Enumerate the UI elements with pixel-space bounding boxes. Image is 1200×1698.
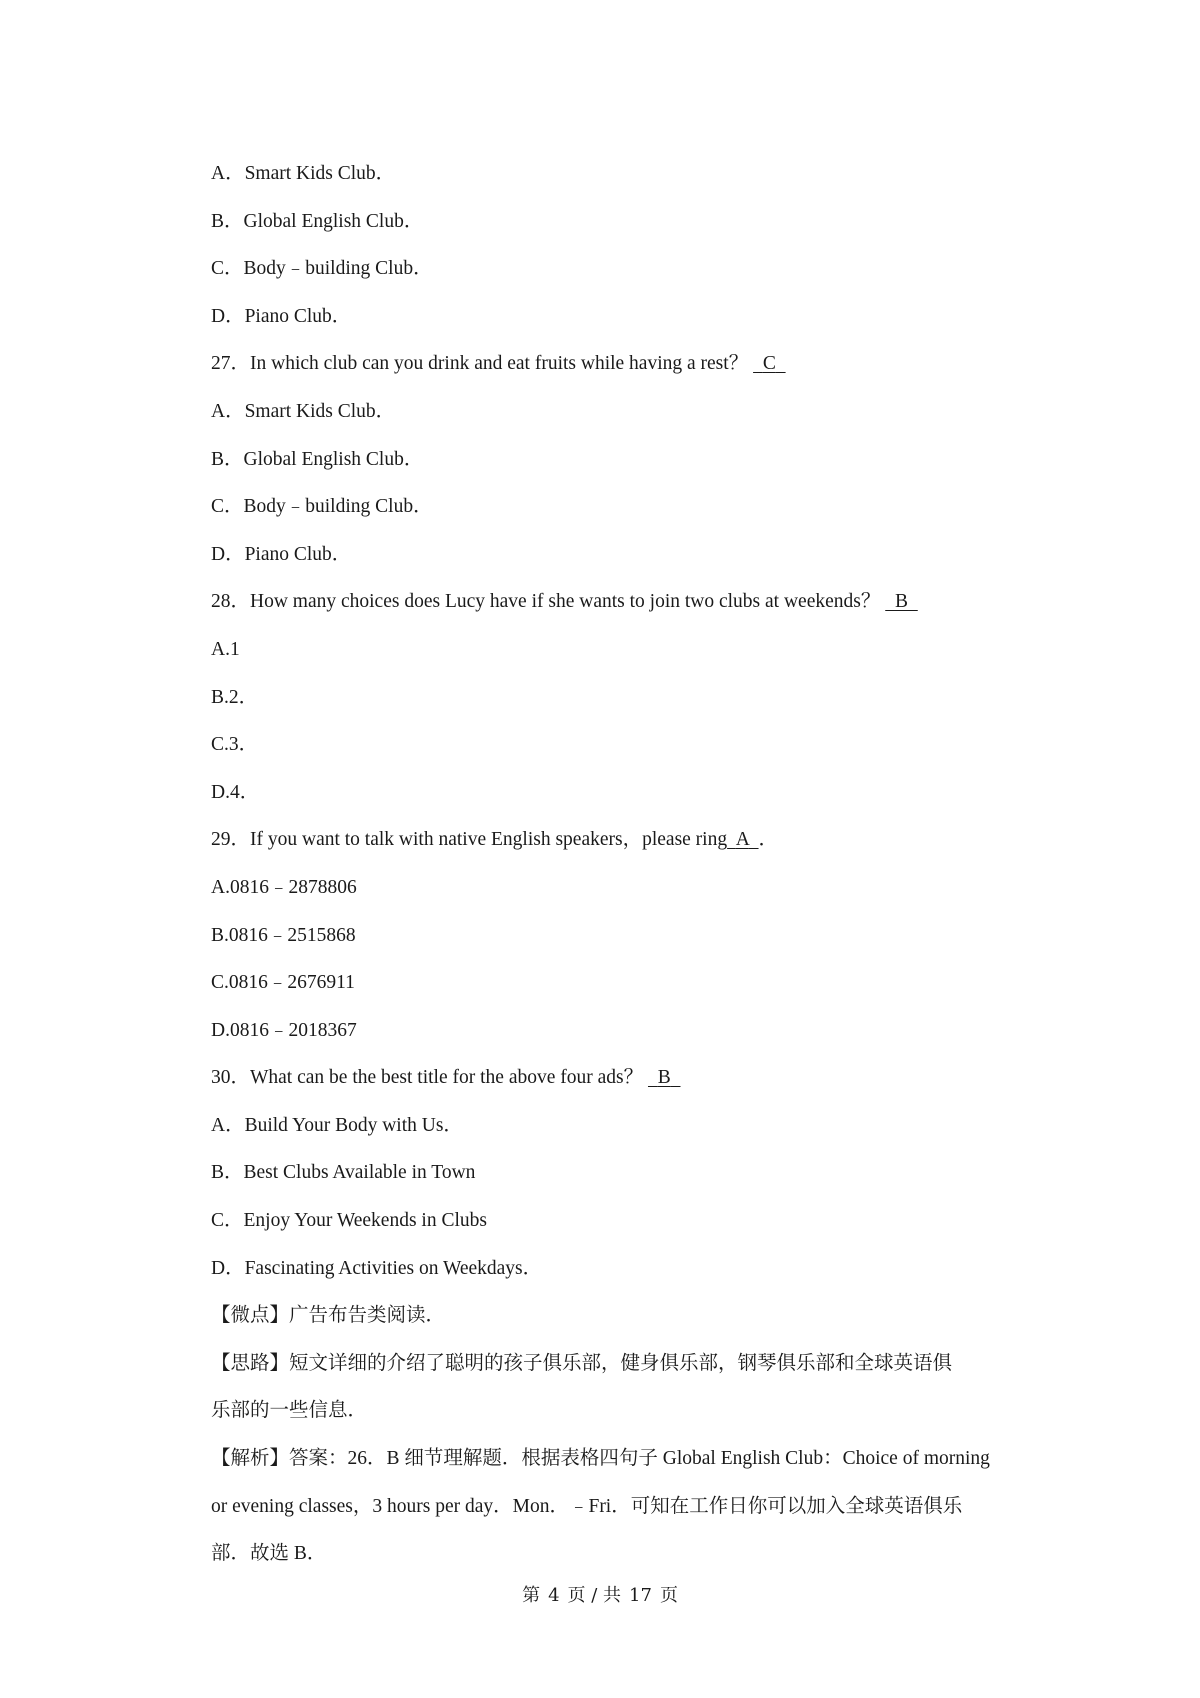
q30-answer-letter: B	[657, 1067, 671, 1089]
footer-suffix: 页	[659, 1585, 678, 1606]
footer-mid: 页 / 共	[567, 1585, 622, 1606]
q26-option-b: B．Global English Club．	[211, 210, 424, 232]
analysis-jiexi-line3: 部．故选 B．	[211, 1543, 327, 1565]
q28-option-c: C.3．	[211, 734, 259, 756]
q29-stem-line	[211, 816, 1031, 864]
q28-answer	[885, 578, 918, 626]
q27-answer	[753, 340, 786, 388]
analysis-weidian: 【微点】广告布告类阅读．	[211, 1305, 446, 1327]
q27-answer-letter: C	[762, 353, 776, 375]
q29-answer	[727, 816, 758, 864]
q27-option-d: D．Piano Club．	[211, 543, 352, 565]
q29-option-a: A.0816﹣2878806	[211, 876, 357, 898]
q26-option-a: A．Smart Kids Club．	[211, 163, 396, 184]
footer-total-pages: 17	[629, 1585, 652, 1606]
q29-stem: 29．If you want to talk with native English speakers，please ring	[211, 829, 728, 851]
q28-stem-line	[211, 578, 1031, 626]
q30-stem-line	[211, 1054, 1031, 1102]
q29-option-b: B.0816﹣2515868	[211, 924, 356, 946]
footer-page-number: 4	[548, 1585, 560, 1606]
q30-stem: 30．What can be the best title for the above four ads？	[211, 1067, 644, 1089]
document-page	[211, 150, 1031, 1578]
q27-option-a: A．Smart Kids Club．	[211, 400, 396, 422]
q28-option-d: D.4．	[211, 781, 260, 803]
q29-stem-end: ．	[758, 829, 779, 851]
footer-prefix: 第	[522, 1585, 541, 1606]
q28-option-b: B.2．	[211, 686, 259, 708]
q30-option-d: D．Fascinating Activities on Weekdays．	[211, 1257, 543, 1279]
q27-stem: 27．In which club can you drink and eat fruits while having a rest？	[211, 353, 749, 375]
q29-option-c: C.0816﹣2676911	[211, 972, 355, 994]
q30-option-c: C．Enjoy Your Weekends in Clubs	[211, 1210, 487, 1232]
q27-option-b: B．Global English Club．	[211, 448, 424, 470]
q27-option-c: C．Body﹣building Club．	[211, 496, 433, 518]
q26-option-c: C．Body﹣building Club．	[211, 258, 433, 280]
analysis-silu-line1: 【思路】短文详细的介绍了聪明的孩子俱乐部，健身俱乐部，钢琴俱乐部和全球英语俱	[211, 1352, 953, 1374]
analysis-jiexi-line2: or evening classes，3 hours per day．Mon．﹣Fri．可知在工作日你可以加入全球英语俱乐	[211, 1495, 963, 1517]
q28-answer-letter: B	[894, 591, 908, 613]
q26-option-d: D．Piano Club．	[211, 305, 352, 327]
q27-stem-line	[211, 340, 1031, 388]
analysis-jiexi-line1: 【解析】答案：26．B 细节理解题．根据表格四句子 Global English Club：Choice of morning	[211, 1448, 990, 1470]
analysis-silu-line2: 乐部的一些信息．	[211, 1400, 368, 1422]
page-footer	[0, 1581, 1200, 1607]
q28-stem: 28．How many choices does Lucy have if she wants to join two clubs at weekends？	[211, 591, 881, 613]
q29-answer-letter: A	[735, 829, 749, 851]
q28-option-a: A.1	[211, 638, 240, 660]
q29-option-d: D.0816﹣2018367	[211, 1019, 357, 1041]
q30-answer	[648, 1054, 681, 1102]
q30-option-b: B．Best Clubs Available in Town	[211, 1162, 476, 1184]
q30-option-a: A．Build Your Body with Us．	[211, 1114, 463, 1136]
